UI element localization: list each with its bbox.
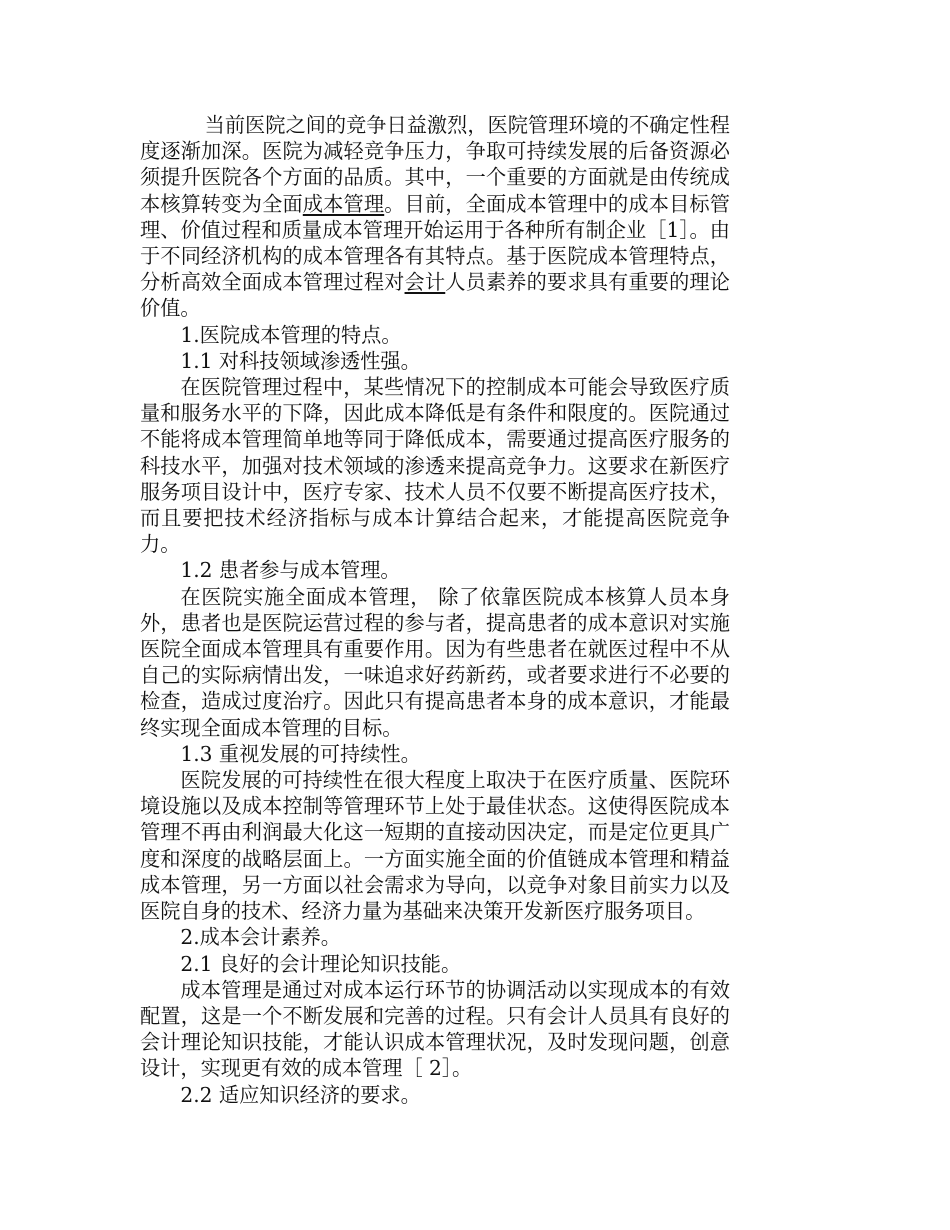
subsection-heading-1-2: 1.2 患者参与成本管理。 <box>180 558 401 583</box>
link-cost-management[interactable]: 成本管理 <box>302 191 385 216</box>
subsection-heading-2-1: 2.1 良好的会计理论知识技能。 <box>180 951 462 976</box>
paragraph-1-1: 在医院管理过程中，某些情况下的控制成本可能会导致医疗质量和服务水平的下降，因此成本降低是有条件和限度的。医院通过不能将成本管理简单地等同于降低成本，需要通过提高医疗服务的科技水平，加强对技术领域的渗透来提高竞争力。这要求在新医疗服务项目设计中，医疗专家、技术人员不仅要不断提高医疗技术，而且要把技术经济指标与成本计算结合起来，才能提高医院竞争力。 <box>140 375 730 557</box>
paragraph-2-1: 成本管理是通过对成本运行环节的协调活动以实现成本的有效配置，这是一个不断发展和完善的过程。只有会计人员具有良好的会计理论知识技能，才能认识成本管理状况，及时发现问题，创意设计，实现更有效的成本管理［ 2］。 <box>140 977 730 1081</box>
intro-text-part2: 。目前，全面成本管理中的成本目标管理、价值过程和质量成本管理开始运用于各种所有制企业［1］。由于不同经济机构的成本管理各有其特点。基于医院成本管理特点，分析高效全面成本管理过程对 <box>140 191 730 295</box>
subsection-heading-1-3: 1.3 重视发展的可持续性。 <box>180 741 421 766</box>
intro-paragraph <box>140 112 730 322</box>
paragraph-1-3: 医院发展的可持续性在很大程度上取决于在医疗质量、医院环境设施以及成本控制等管理环节上处于最佳状态。这使得医院成本管理不再由利润最大化这一短期的直接动因决定，而是定位更具广度和深度的战略层面上。一方面实施全面的价值链成本管理和精益成本管理，另一方面以社会需求为导向，以竞争对象目前实力以及医院自身的技术、经济力量为基础来决策开发新医疗服务项目。 <box>140 768 730 924</box>
paragraph-1-2: 在医院实施全面成本管理， 除了依靠医院成本核算人员本身外，患者也是医院运营过程的参与者，提高患者的成本意识对实施医院全面成本管理具有重要作用。因为有些患者在就医过程中不从自己的实际病情出发，一味追求好药新药，或者要求进行不必要的检查，造成过度治疗。因此只有提高患者本身的成本意识，才能最终实现全面成本管理的目标。 <box>140 584 730 740</box>
link-accounting[interactable]: 会计 <box>404 270 446 295</box>
subsection-heading-2-2: 2.2 适应知识经济的要求。 <box>180 1082 421 1107</box>
section-heading-2: 2.成本会计素养。 <box>180 925 341 950</box>
intro-text-part1: 当前医院之间的竞争日益激烈，医院管理环境的不确定性程度逐渐加深。医院为减轻竞争压力，争取可持续发展的后备资源必须提升医院各个方面的品质。其中，一个重要的方面就是由传统成本核算转变为全面 <box>140 113 730 216</box>
subsection-heading-1-1: 1.1 对科技领域渗透性强。 <box>180 348 421 373</box>
intro-text-part3: 人员素养的要求具有重要的理论价值。 <box>140 270 730 321</box>
document-body <box>140 112 730 1108</box>
section-heading-1: 1.医院成本管理的特点。 <box>180 322 402 347</box>
